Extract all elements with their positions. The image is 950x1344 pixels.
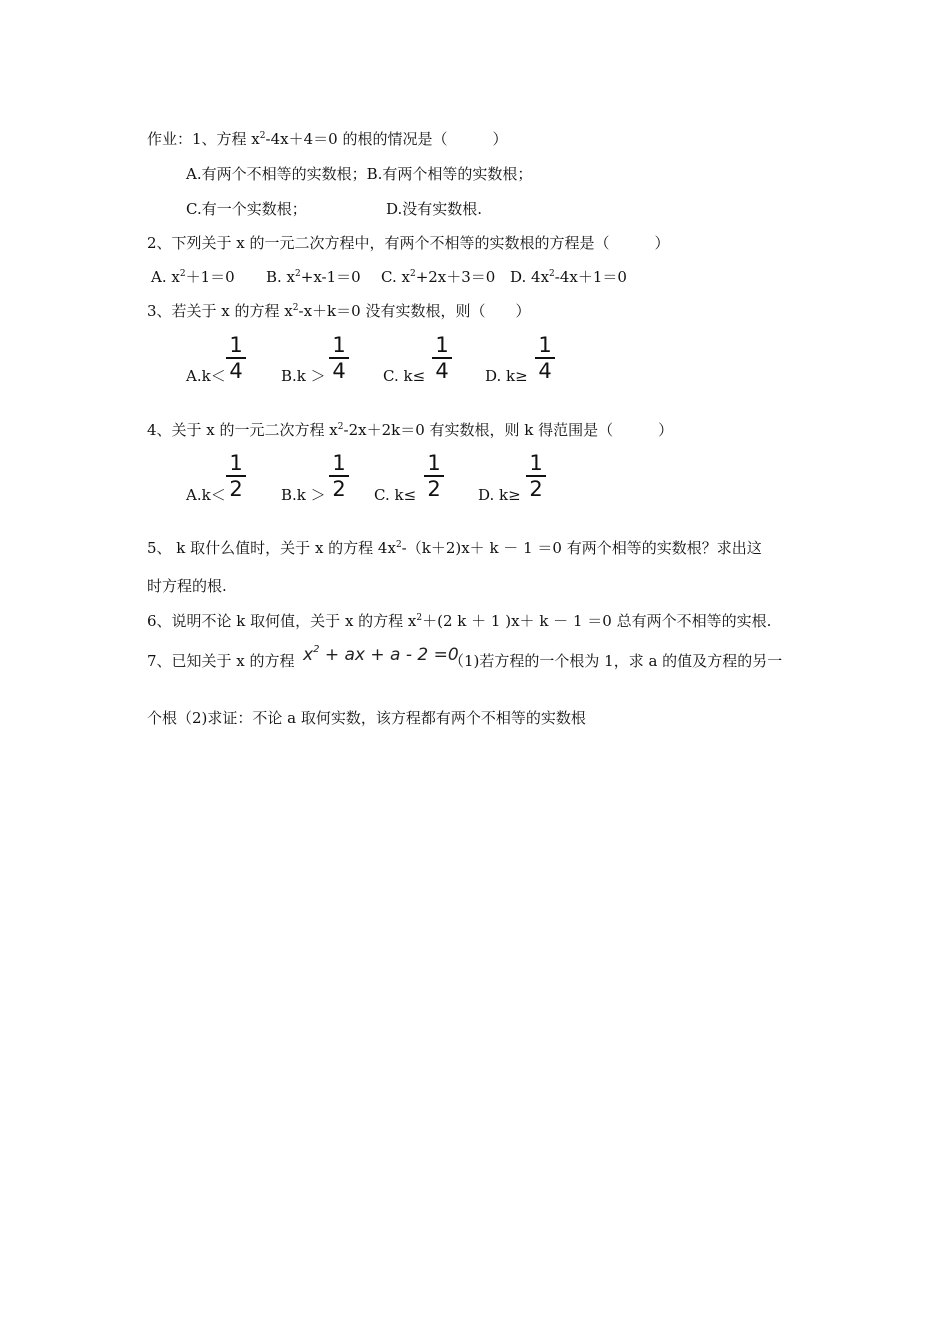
q1-suffix: -4x＋4＝0 的根的情况是（ ） <box>265 130 508 148</box>
q3-fraction-b <box>329 334 349 382</box>
q2-c-pre: C. x <box>381 268 410 286</box>
q1-option-ab: A.有两个不相等的实数根；B.有两个相等的实数根； <box>186 165 533 183</box>
q2-b-post: +x-1＝0 <box>300 268 361 286</box>
q4-frac-d-num: 1 <box>529 451 543 475</box>
q7-eq-sup: 2 <box>313 644 320 655</box>
q1-stem <box>147 129 507 149</box>
q2-d-sup: 2 <box>549 269 555 279</box>
q3-fraction-a <box>226 334 246 382</box>
q2-a-sup: 2 <box>179 269 186 279</box>
q4-stem <box>147 420 673 440</box>
q7-eq-rest: + ax + a - 2 =0 <box>319 645 459 665</box>
q4-fraction-d <box>526 452 546 500</box>
q2-b-sup: 2 <box>295 269 301 279</box>
q3-stem <box>147 301 530 321</box>
q2-option-c <box>381 267 495 287</box>
q4-sup: 2 <box>337 422 344 432</box>
q1-option-d: D.没有实数根. <box>386 200 483 218</box>
q2-a-pre: A. x <box>151 268 180 286</box>
q7-stem-post: （1)若方程的一个根为 1，求 a 的值及方程的另一 <box>449 652 783 670</box>
q5-stem <box>147 538 762 558</box>
q1-sup: 2 <box>259 131 266 141</box>
q4-frac-d-den: 2 <box>529 477 543 501</box>
q6-sup: 2 <box>416 613 423 623</box>
q4-option-a: A.k＜ <box>186 486 226 504</box>
q4-frac-c-den: 2 <box>427 477 441 501</box>
q2-d-post: -4x＋1＝0 <box>554 268 627 286</box>
q3-frac-a-den: 4 <box>229 359 243 383</box>
q4-post: -2x＋2k＝0 有实数根，则 k 得范围是（ ） <box>343 421 674 439</box>
q5-post: -（k＋2)x＋ k － 1 ＝0 有两个相等的实数根？求出这 <box>401 539 762 557</box>
q3-sup: 2 <box>292 303 299 313</box>
q3-fraction-c <box>432 334 452 382</box>
q3-frac-d-num: 1 <box>538 333 552 357</box>
q2-stem: 2、下列关于 x 的一元二次方程中，有两个不相等的实数根的方程是（ ） <box>147 234 670 252</box>
q5-line2: 时方程的根. <box>147 577 227 595</box>
q2-c-post: +2x＋3＝0 <box>415 268 496 286</box>
q6-stem <box>147 611 771 631</box>
q4-option-c: C. k≤ <box>374 486 417 504</box>
q3-frac-c-num: 1 <box>435 333 449 357</box>
q2-b-pre: B. x <box>266 268 296 286</box>
q4-option-d: D. k≥ <box>478 486 521 504</box>
q4-frac-b-den: 2 <box>332 477 346 501</box>
q2-option-a <box>151 267 235 287</box>
q3-fraction-d <box>535 334 555 382</box>
q4-pre: 4、关于 x 的一元二次方程 x <box>147 421 338 439</box>
q2-option-b <box>266 267 361 287</box>
q4-frac-a-num: 1 <box>229 451 243 475</box>
q5-sup: 2 <box>395 540 402 550</box>
q3-frac-b-den: 4 <box>332 359 346 383</box>
q6-pre: 6、说明不论 k 取何值，关于 x 的方程 x <box>147 612 417 630</box>
q3-frac-a-num: 1 <box>229 333 243 357</box>
q4-fraction-b <box>329 452 349 500</box>
q3-option-d: D. k≥ <box>485 367 528 385</box>
q7-stem-pre: 7、已知关于 x 的方程 <box>147 652 295 670</box>
q6-post: ＋(2 k ＋ 1 )x＋ k － 1 ＝0 总有两个不相等的实根. <box>422 612 772 630</box>
q4-frac-c-num: 1 <box>427 451 441 475</box>
q4-frac-b-num: 1 <box>332 451 346 475</box>
q3-frac-c-den: 4 <box>435 359 449 383</box>
q3-option-b: B.k ＞ <box>281 367 326 385</box>
q5-pre: 5、 k 取什么值时，关于 x 的方程 4x <box>147 539 396 557</box>
q7-line2: 个根（2)求证：不论 a 取何实数，该方程都有两个不相等的实数根 <box>147 709 586 727</box>
q4-option-b: B.k ＞ <box>281 486 326 504</box>
q7-equation-image <box>303 645 459 665</box>
q4-fraction-c <box>424 452 444 500</box>
q2-a-post: ＋1＝0 <box>185 268 235 286</box>
q3-frac-b-num: 1 <box>332 333 346 357</box>
q1-option-c: C.有一个实数根； <box>186 200 307 218</box>
q3-option-a: A.k＜ <box>186 367 226 385</box>
q3-option-c: C. k≤ <box>383 367 426 385</box>
q3-pre: 3、若关于 x 的方程 x <box>147 302 293 320</box>
q1-prefix: 作业：1、方程 x <box>147 130 260 148</box>
q4-fraction-a <box>226 452 246 500</box>
q2-c-sup: 2 <box>409 269 416 279</box>
q3-post: -x＋k＝0 没有实数根，则（ ） <box>298 302 531 320</box>
q3-frac-d-den: 4 <box>538 359 552 383</box>
q2-d-pre: D. 4x <box>510 268 550 286</box>
q2-option-d <box>510 267 627 287</box>
q4-frac-a-den: 2 <box>229 477 243 501</box>
q7-eq-x: x <box>303 645 314 665</box>
